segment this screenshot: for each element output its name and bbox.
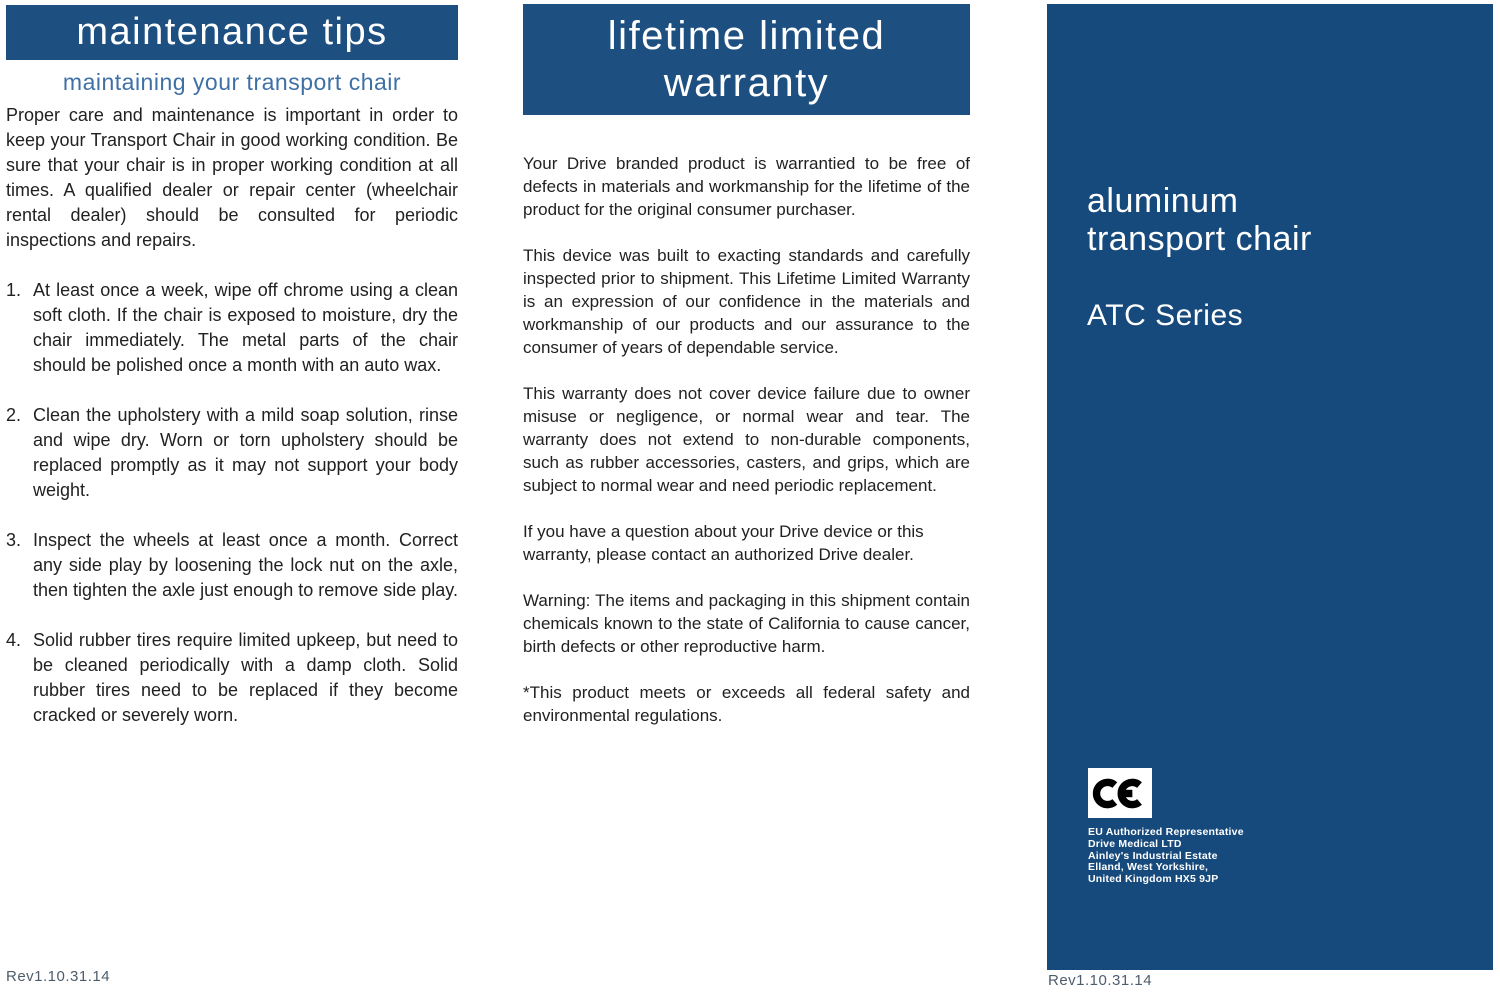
maintenance-list [6,278,458,728]
warranty-header-bar [523,4,970,115]
product-title [1087,182,1312,258]
list-item [6,628,458,728]
maintenance-subtitle: maintaining your transport chair [62,69,402,95]
eu-line: Ainley's Industrial Estate [1088,849,1218,862]
list-item [6,528,458,603]
list-item-text: Clean the upholstery with a mild soap solution, rinse and wipe dry. Worn or torn upholstery should be replaced promptly as it may not support your body weight. [33,405,458,500]
list-item-text: Inspect the wheels at least once a month. Correct any side play by loosening the lock nut on the axle, then tighten the axle just enough to remove side play. [33,530,458,600]
ce-mark [1088,768,1152,818]
maintenance-panel [6,5,458,728]
warning-paragraph: Warning: The items and packaging in this shipment contain chemicals known to the state of California to cause cancer, birth defects or other reproductive harm. [523,591,970,656]
eu-line: Elland, West Yorkshire, [1088,861,1209,874]
list-item-number: 1. [6,280,22,300]
list-item-text: At least once a week, wipe off chrome using a clean soft cloth. If the chair is exposed to moisture, dry the chair immediately. The metal parts of the chair should be polished once a month with an auto wax. [33,280,458,375]
cover-panel [1047,4,1493,970]
maintenance-title: maintenance tips [76,11,388,53]
warranty-body [523,152,970,727]
list-item-number: 3. [6,530,22,550]
list-item [6,278,458,378]
revision-note-left: Rev1.10.31.14 [6,968,111,985]
eu-line: Drive Medical LTD [1088,837,1182,850]
product-title-line2: transport chair [1087,220,1312,258]
regulations-paragraph: *This product meets or exceeds all federal safety and environmental regulations. [523,683,970,725]
list-item-text: Solid rubber tires require limited upkeep, but need to be cleaned periodically with a damp cloth. Solid rubber tires need to be replaced if they become cracked or severely worn. [33,630,458,725]
list-item [6,403,458,503]
product-title-line1: aluminum [1087,182,1239,220]
warranty-paragraph: Your Drive branded product is warrantied to be free of defects in materials and workmanship for the lifetime of the product for the original consumer purchaser. [523,154,970,219]
maintenance-header-bar [6,5,458,60]
maintenance-intro-paragraph: Proper care and maintenance is important in order to keep your Transport Chair in good working condition. Be sure that your chair is in proper working condition at all times. A qualified dealer or repair center (wheelchair rental dealer) should be consulted for periodic inspections and repairs. [6,105,458,250]
list-item-number: 4. [6,630,22,650]
list-item-number: 2. [6,405,22,425]
warranty-paragraph: This warranty does not cover device failure due to owner misuse or negligence, or normal wear and tear. The warranty does not extend to non-durable components, such as rubber accessories, casters, and grips, which are subject to normal wear and need periodic replacement. [523,384,970,495]
eu-line: EU Authorized Representative [1088,826,1244,838]
eu-line: United Kingdom HX5 9JP [1088,873,1219,886]
series-label: ATC Series [1087,299,1244,332]
revision-note-right: Rev1.10.31.14 [1048,972,1153,989]
ce-icon [1092,772,1148,815]
warranty-paragraph: This device was built to exacting standards and carefully inspected prior to shipment. This Lifetime Limited Warranty is an expression of our confidence in the materials and workmanship of our products and our assurance to the consumer of years of dependable service. [523,246,970,357]
warranty-panel [523,4,970,750]
warranty-title: lifetime limited warranty [607,13,886,105]
eu-representative-text [1088,827,1244,886]
warranty-contact-paragraph: If you have a question about your Drive device or this warranty, please contact an authorized Drive dealer. [523,522,924,564]
maintenance-body [6,103,458,728]
